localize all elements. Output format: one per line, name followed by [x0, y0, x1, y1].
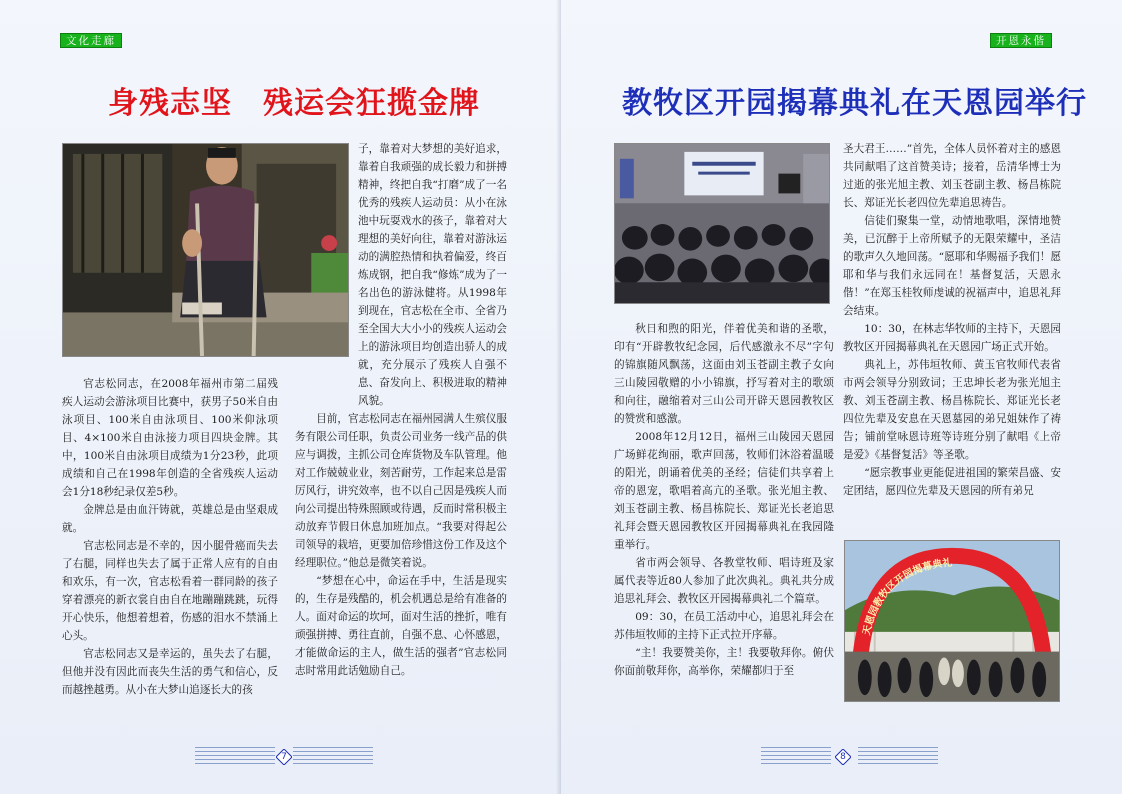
paragraph: 金牌总是由血汗铸就，英雄总是由坚艰成就。 — [62, 504, 278, 534]
paragraph: “主！我要赞美你，主！我要敬拜你。俯伏你面前敬拜你，高举你，荣耀都归于至 — [614, 647, 834, 677]
paragraph: 秋日和煦的阳光，伴着优美和谐的圣歌，印有“开辟教牧纪念园，后代感激永不尽”字句的锦旗随风飘荡，这面由刘玉苍副主教子女向三山陵园敬赠的小小锦旗，抒写着对主的歌颂和向往，融缩着对三山公司开辟天恩园教牧区的赞赏和感激。 — [614, 323, 834, 425]
paragraph: “愿宗教事业更能促进祖国的繁荣昌盛、安定团结，愿四位先辈及天恩园的所有弟兄 — [843, 467, 1061, 497]
paragraph: 官志松同志是不幸的，因小腿骨癌而失去了右腿，同样也失去了属于正常人应有的自由和欢乐，有一次，官志松看着一群同龄的孩子穿着漂亮的新衣裳自由自在地蹦蹦跳跳，玩得开心快乐，他想着想着，伤感的泪水不禁涌上心头。 — [62, 540, 278, 642]
page-number-rule-right — [293, 747, 373, 767]
paragraph: 官志松同志又是幸运的，虽失去了右腿，但他并没有因此而丧失生活的勇气和信心，反而越挫越勇。从小在大梦山追逐长大的孩 — [62, 648, 278, 696]
right-article-title: 教牧区开园揭幕典礼在天恩园举行 — [622, 86, 1087, 121]
page-number-rule-right — [858, 747, 938, 767]
paragraph: 省市两会领导、各教堂牧师、唱诗班及家属代表等近80人参加了此次典礼。典礼共分成追思礼拜会、教牧区开园揭幕典礼二个篇章。 — [614, 557, 834, 605]
paragraph: 官志松同志，在2008年福州市第二届残疾人运动会游泳项目比赛中，获男子50米自由泳项目、100米自由泳项目、100米仰泳项目、4×100米自由泳接力项目四块金牌。其中，100米自由泳项目成绩为1分23秒，此项成绩和自己在1998年创造的全省残疾人运动会1分18秒纪录仅差5秒。 — [62, 378, 278, 498]
paragraph: 子，靠着对大梦想的美好追求，靠着自我顽强的成长毅力和拼搏精神，终把自我“打磨”成了一名优秀的残疾人运动员：从小在泳池中玩耍戏水的孩子，靠着对大理想的美好向往，靠着对游泳运动的满腔热情和执着偏爱，终百炼成钢，把自我“修炼”成为了一名出色的游泳健将。从1998年到现在，官志松在全市、全省乃至全国大大小小的残疾人运动会上的游泳项目均创造出骄人的成就，充分展示了残疾人自强不息、奋发向上、积极进取的精神风貌。 — [358, 143, 507, 407]
section-tag-grace: 开恩永偕 — [990, 33, 1052, 48]
paragraph: 2008年12月12日，福州三山陵园天恩园广场鲜花绚丽，歌声回荡，牧师们沐浴着温暖的阳光，朗诵着优美的圣经；信徒们共享着上帝的恩宠，歌唱着高亢的圣歌。张光旭主教、刘玉苍副主教、杨昌栋院长、郑证光长老追思礼拜会暨天恩园教牧区开园揭幕典礼在我园隆重举行。 — [614, 431, 834, 551]
page-number-rule-left — [195, 747, 275, 767]
ceremony-hall-photo — [614, 143, 830, 304]
page-number-8: 8 — [835, 749, 857, 765]
right-page — [561, 0, 1122, 794]
left-column-1 — [62, 375, 278, 715]
right-column-1 — [614, 320, 834, 720]
paragraph: 圣大君王……”首先，全体人员怀着对主的感恩共同献唱了这首赞美诗；接着，岳清华博士为过逝的张光旭主教、刘玉苍副主教、杨昌栋院长、郑证光长老四位先辈追思祷告。 — [843, 143, 1061, 209]
page-number-rule-left — [761, 747, 831, 767]
opening-arch-photo — [844, 540, 1060, 702]
section-tag-culture: 文化走廊 — [60, 33, 122, 48]
paragraph: “梦想在心中，命运在手中，生活是现实的，生存是残酷的，机会机遇总是给有准备的人。面对命运的坎坷，面对生活的挫折，唯有顽强拼搏、勇往直前，自强不息、心怀感恩，才能做命运的主人，做生活的强者”官志松同志时常用此话勉励自己。 — [295, 575, 507, 677]
left-article-title: 身残志坚 残运会狂揽金牌 — [108, 86, 480, 121]
paragraph: 09：30，在员工活动中心，追思礼拜会在苏伟垣牧师的主持下正式拉开序幕。 — [614, 611, 834, 641]
left-column-2 — [295, 140, 507, 730]
paragraph: 信徒们聚集一堂，动情地歌唱，深情地赞美，已沉醉于上帝所赋予的无限荣耀中，圣洁的歌声久久地回荡。“愿耶和华赐福予我们！愿耶和华与我们永远同在！基督复活，天恩永偕！”在郑玉桂牧师虔诚的祝福声中，追思礼拜会结束。 — [843, 215, 1061, 317]
right-column-2 — [843, 140, 1061, 530]
paragraph: 典礼上，苏伟垣牧师、黄玉官牧师代表省市两会领导分别致词；王忠坤长老为张光旭主教、刘玉苍副主教、杨昌栋院长、郑证光长老四位先辈及安息在天恩墓园的弟兄姐妹作了祷告；铺前堂咏恩诗班等诗班分别了献唱《上帝是爱》《基督复活》等圣歌。 — [843, 359, 1061, 461]
page-number-7: 7 — [276, 749, 298, 765]
arch-banner-text: 天恩园教牧区开园揭幕典礼 — [861, 557, 953, 637]
paragraph: 目前，官志松同志在福州园满人生殡仪服务有限公司任职，负责公司业务一线产品的供应与调拨，主抓公司仓库货物及车队管理。他对工作兢兢业业，刻苦耐劳，工作起来总是雷厉风行，讲究效率，也不以自己因是残疾人而向公司提出特殊照顾或待遇，反而时常积极主动放弃节假日休息加班加点。“我要对得起公司领导的栽培，更要加倍珍惜这份工作及这个经理职位。”他总是微笑着说。 — [295, 413, 507, 569]
paragraph: 10：30，在林志华牧师的主持下，天恩园教牧区开园揭幕典礼在天恩园广场正式开始。 — [843, 323, 1061, 353]
